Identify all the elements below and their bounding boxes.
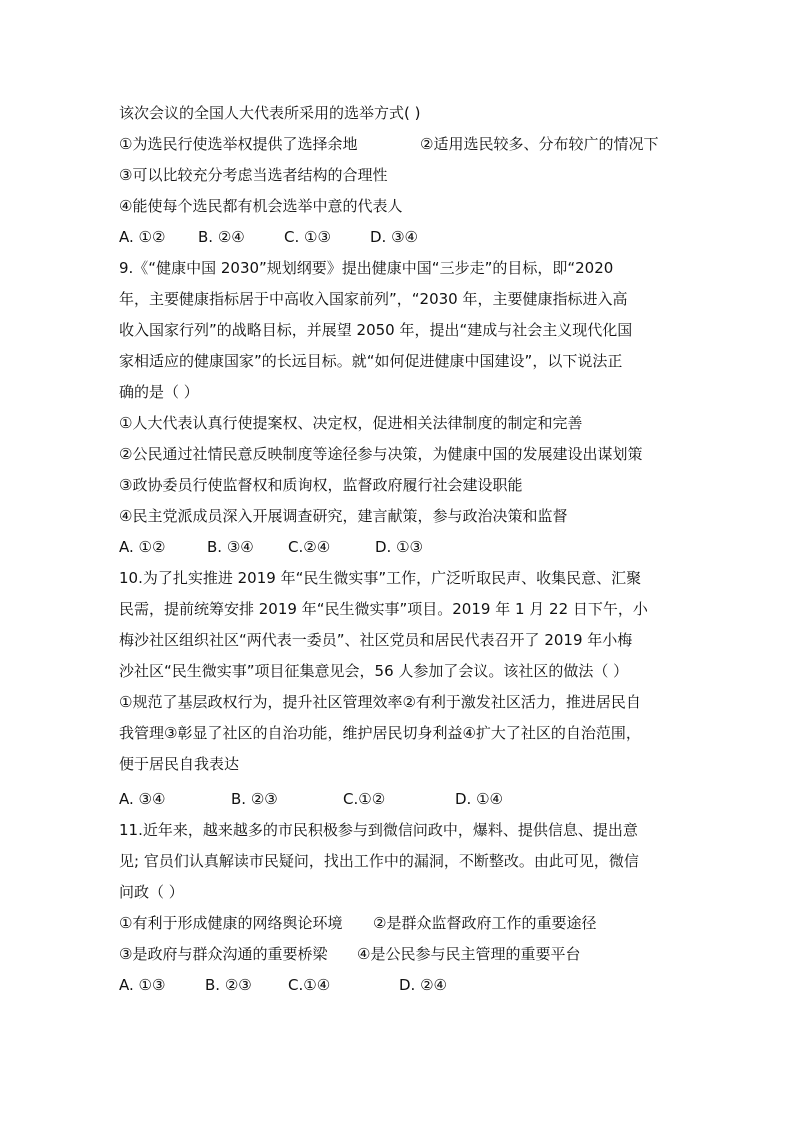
q9-stem-line-2: 年，主要健康指标居于中高收入国家前列”，“2030 年，主要健康指标进入高 [119, 290, 628, 308]
q9-statement-1: ①人大代表认真行使提案权、决定权，促进相关法律制度的制定和完善 [119, 414, 583, 432]
q11-option-a: A. ①③ [119, 976, 166, 994]
q9-stem-line-3: 收入国家行列”的战略目标，并展望 2050 年，提出“建成与社会主义现代化国 [119, 321, 633, 339]
q9-statement-3: ③政协委员行使监督权和质询权，监督政府履行社会建设职能 [119, 476, 523, 494]
q9-option-d: D. ①③ [375, 538, 423, 556]
q10-option-d: D. ①④ [455, 790, 503, 808]
q9-option-c: C.②④ [288, 538, 331, 556]
q9-stem-line-1: 9.《“健康中国 2030”规划纲要》提出健康中国“三步走”的目标，即“2020 [119, 259, 614, 277]
q8-option-b: B. ②④ [198, 228, 245, 246]
q8-option-d: D. ③④ [370, 228, 418, 246]
q9-statement-4: ④民主党派成员深入开展调查研究，建言献策，参与政治决策和监督 [119, 507, 568, 525]
q10-stem-line-2: 民需，提前统筹安排 2019 年“民生微实事”项目。2019 年 1 月 22 日下午，小 [119, 600, 648, 618]
q8-statement-3: ③可以比较充分考虑当选者结构的合理性 [119, 166, 388, 184]
q11-statement-3: ③是政府与群众沟通的重要桥梁 [119, 945, 328, 963]
q11-statement-2: ②是群众监督政府工作的重要途径 [373, 914, 597, 932]
q11-option-c: C.①④ [288, 976, 331, 994]
q8-statement-1: ①为选民行使选举权提供了选择余地 [119, 135, 358, 153]
q10-stem-line-1: 10.为了扎实推进 2019 年“民生微实事”工作，广泛听取民声、收集民意、汇聚 [119, 569, 642, 587]
q11-statement-4: ④是公民参与民主管理的重要平台 [357, 945, 581, 963]
q10-statements-line-1: ①规范了基层政权行为，提升社区管理效率②有利于激发社区活力，推进居民自 [119, 693, 641, 711]
q9-statement-2: ②公民通过社情民意反映制度等途径参与决策，为健康中国的发展建设出谋划策 [119, 445, 643, 463]
q9-stem-line-5: 确的是（ ） [119, 383, 199, 401]
q10-stem-line-4: 沙社区“民生微实事”项目征集意见会，56 人参加了会议。该社区的做法（ ） [119, 662, 629, 680]
question-8-stem: 该次会议的全国人大代表所采用的选举方式( ) [119, 104, 421, 122]
q10-stem-line-3: 梅沙社区组织社区“两代表一委员”、社区党员和居民代表召开了 2019 年小梅 [119, 631, 633, 649]
q11-statement-1: ①有利于形成健康的网络舆论环境 [119, 914, 343, 932]
q11-option-d: D. ②④ [399, 976, 447, 994]
q10-option-c: C.①② [343, 790, 386, 808]
q9-stem-line-4: 家相适应的健康国家”的长远目标。就“如何促进健康中国建设”，以下说法正 [119, 352, 623, 370]
q9-option-a: A. ①② [119, 538, 166, 556]
q10-statements-line-2: 我管理③彰显了社区的自治功能，维护居民切身利益④扩大了社区的自治范围， [119, 724, 641, 742]
q10-option-a: A. ③④ [119, 790, 166, 808]
q8-statement-2: ②适用选民较多、分布较广的情况下 [420, 135, 659, 153]
q9-option-b: B. ③④ [207, 538, 254, 556]
q11-stem-line-2: 见; 官员们认真解读市民疑问，找出工作中的漏洞，不断整改。由此可见，微信 [119, 852, 639, 870]
q10-statements-line-3: 便于居民自我表达 [119, 755, 240, 773]
q10-option-b: B. ②③ [231, 790, 278, 808]
q11-stem-line-3: 问政（ ） [119, 883, 184, 901]
q8-option-a: A. ①② [119, 228, 166, 246]
q8-statement-4: ④能使每个选民都有机会选举中意的代表人 [119, 197, 403, 215]
q11-option-b: B. ②③ [205, 976, 252, 994]
q8-option-c: C. ①③ [284, 228, 331, 246]
q11-stem-line-1: 11.近年来，越来越多的市民积极参与到微信问政中，爆料、提供信息、提出意 [119, 821, 638, 839]
